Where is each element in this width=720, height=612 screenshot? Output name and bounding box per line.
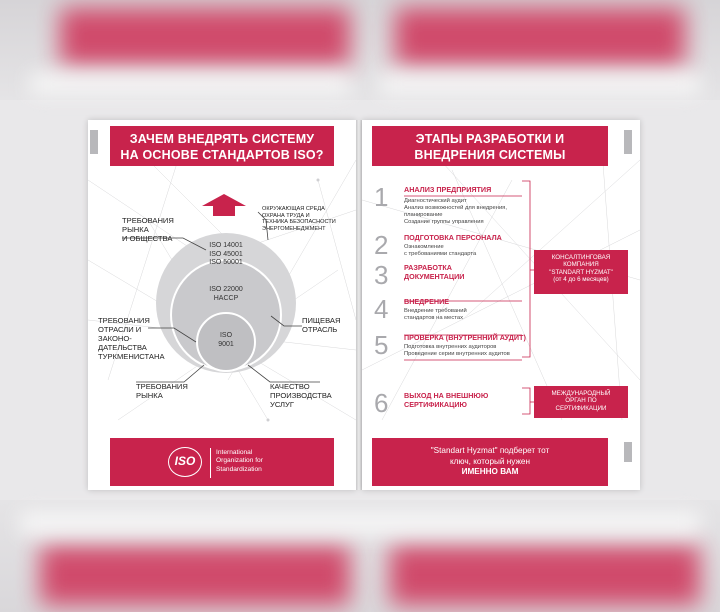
footer-line-3: ИМЕННО ВАМ bbox=[461, 467, 519, 476]
blurred-strip-bottom bbox=[20, 512, 700, 534]
step-3-title: РАЗРАБОТКА ДОКУМЕНТАЦИИ bbox=[404, 263, 465, 281]
label-industry-requirements: ТРЕБОВАНИЯ ОТРАСЛИ И ЗАКОНО- ДАТЕЛЬСТВА ТУРКМЕНИСТАНА bbox=[98, 316, 165, 361]
title-line-2: НА ОСНОВЕ СТАНДАРТОВ ISO? bbox=[120, 148, 324, 162]
title-line-2: ВНЕДРЕНИЯ СИСТЕМЫ bbox=[414, 148, 566, 162]
blurred-strip-left bbox=[30, 74, 350, 94]
consulting-company-box: КОНСАЛТИНГОВАЯ КОМПАНИЯ "STANDART HYZMAT" (от 4 до 6 месяцев) bbox=[534, 250, 628, 294]
step-5-title: ПРОВЕРКА (ВНУТРЕННИЙ АУДИТ) bbox=[404, 333, 526, 342]
footer-divider bbox=[210, 448, 211, 478]
blurred-footer-left bbox=[40, 545, 350, 605]
step-4-title: ВНЕДРЕНИЕ bbox=[404, 297, 450, 306]
iso-logo: ISO bbox=[174, 454, 196, 468]
step-1-title: АНАЛИЗ ПРЕДПРИЯТИЯ bbox=[404, 185, 492, 194]
step-1-number: 1 bbox=[374, 182, 389, 212]
footer-tab-right bbox=[624, 442, 632, 462]
step-6-number: 6 bbox=[374, 388, 389, 418]
step-5-number: 5 bbox=[374, 330, 389, 360]
label-environment: ОКРУЖАЮЩАЯ СРЕДА ОХРАНА ТРУДА И ТЕХНИКА БЕЗОПАСНОСТИ ЭНЕРГОМЕНЕДЖМЕНТ bbox=[262, 206, 336, 232]
iso-circles-diagram bbox=[88, 120, 356, 490]
footer-line-2: ключ, который нужен bbox=[449, 456, 531, 466]
left-page bbox=[88, 120, 356, 490]
step-2-number: 2 bbox=[374, 230, 389, 260]
title-line-1: ЭТАПЫ РАЗРАБОТКИ И bbox=[415, 132, 565, 146]
step-2-title: ПОДГОТОВКА ПЕРСОНАЛА bbox=[404, 233, 502, 242]
title-line-1: ЗАЧЕМ ВНЕДРЯТЬ СИСТЕМУ bbox=[129, 132, 315, 146]
blurred-footer-right bbox=[390, 545, 700, 605]
footer-line-1: "Standart Hyzmat" подберет тот bbox=[430, 446, 550, 455]
circle-inner-text: ISO 9001 bbox=[218, 332, 234, 348]
label-market-requirements: ТРЕБОВАНИЯ РЫНКА bbox=[136, 382, 188, 400]
step-4-desc: Внедрение требований стандартов на местах bbox=[404, 308, 467, 321]
step-6-title: ВЫХОД НА ВНЕШНЮЮ СЕРТИФИКАЦИЮ bbox=[404, 391, 489, 409]
step-1-desc: Диагностический аудит Анализ возможностей для внедрения, планирование Создание группы управления bbox=[404, 198, 507, 225]
blurred-strip-right bbox=[380, 74, 700, 94]
iso-footer-text: International Organization for Standardization bbox=[216, 449, 263, 473]
label-market-society: ТРЕБОВАНИЯ РЫНКА И ОБЩЕСТВА bbox=[122, 216, 174, 243]
circle-outer-text: ISO 14001 ISO 45001 ISO 50001 bbox=[209, 242, 243, 266]
circle-middle-text: ISO 22000 HACCP bbox=[209, 286, 243, 302]
step-2-desc: Ознакомление с требованиями стандарта bbox=[404, 244, 477, 257]
label-quality: КАЧЕСТВО ПРОИЗВОДСТВА УСЛУГ bbox=[270, 382, 332, 409]
label-food-industry: ПИЩЕВАЯ ОТРАСЛЬ bbox=[302, 316, 341, 334]
step-5-desc: Подготовка внутренних аудиторов Проведение серии внутренних аудитов bbox=[404, 344, 510, 357]
step-3-number: 3 bbox=[374, 260, 389, 290]
step-4-number: 4 bbox=[374, 294, 389, 324]
right-page bbox=[362, 120, 640, 490]
right-footer bbox=[372, 438, 608, 486]
blurred-header-left bbox=[60, 8, 350, 66]
blurred-header-right bbox=[395, 8, 685, 66]
iso-footer bbox=[110, 438, 334, 486]
certification-body-box: МЕЖДУНАРОДНЫЙ ОРГАН ПО СЕРТИФИКАЦИИ bbox=[534, 386, 628, 418]
